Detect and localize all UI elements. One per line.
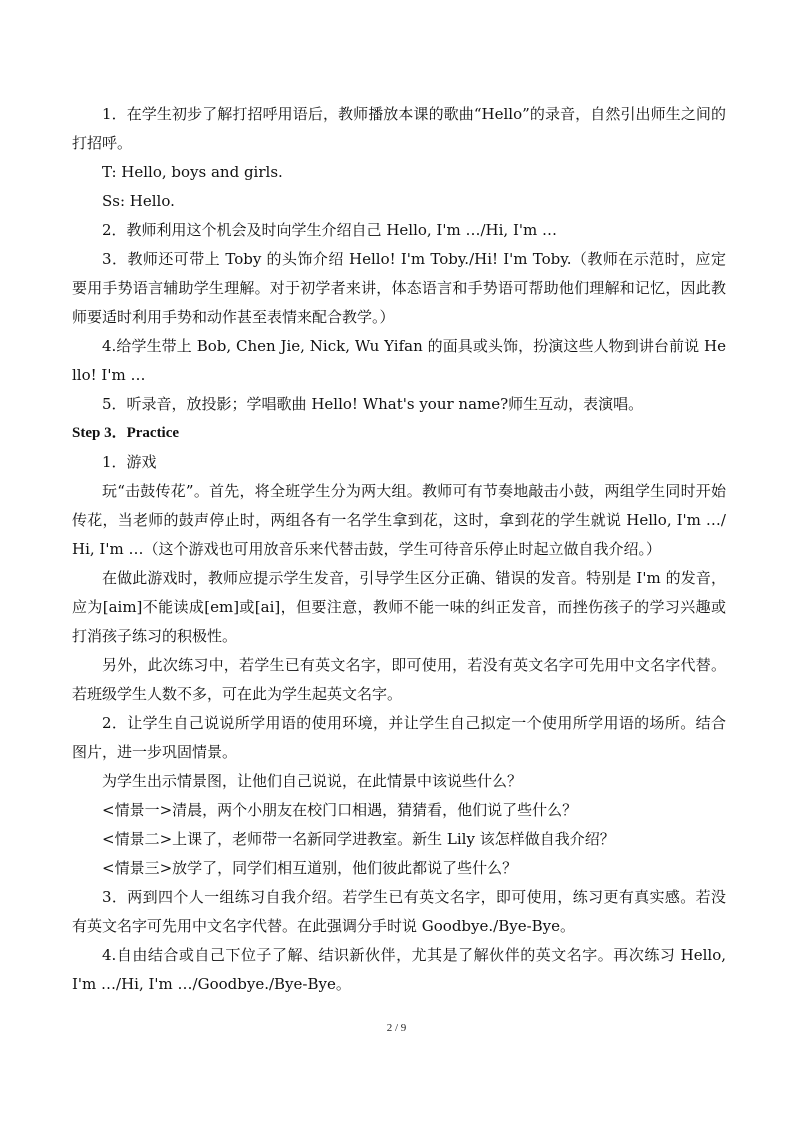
paragraph-9: 1．游戏 [102,453,157,471]
paragraph-17: <情景三>放学了，同学们相互道别，他们彼此都说了些什么？ [102,859,518,877]
paragraph-10: 玩“击鼓传花”。首先，将全班学生分为两大组。教师可有节奏地敲击小鼓，两组学生同时开始传花，当老师的鼓声停止时，两组各有一名学生拿到花，这时，拿到花的学生就说 Hello, I'm …/Hi, I'm …（这个游戏也可用放音乐来代替击鼓，学生可待音乐停止时起立做自我介绍。） [72,482,726,558]
paragraph-11: 在做此游戏时，教师应提示学生发音，引导学生区分正确、错误的发音。特别是 I'm 的发音，应为[aim]不能读成[em]或[ai]，但要注意，教师不能一味的纠正发音，而挫伤孩子的学习兴趣或打消孩子练习的积极性。 [72,569,726,645]
paragraph-1: 1．在学生初步了解打招呼用语后，教师播放本课的歌曲“Hello”的录音，自然引出师生之间的打招呼。 [72,105,726,152]
paragraph-5: 3．教师还可带上 Toby 的头饰介绍 Hello! I'm Toby./Hi! I'm Toby.（教师在示范时，应定要用手势语言辅助学生理解。对于初学者来讲，体态语言和手势语可帮助他们理解和记忆，因此教师要适时利用手势和动作甚至表情来配合教学。） [72,250,726,326]
paragraph-6: 4.给学生带上 Bob, Chen Jie, Nick, Wu Yifan 的面具或头饰，扮演这些人物到讲台前说 Hello! I'm … [72,337,726,384]
page-number: 2 / 9 [386,1022,407,1034]
paragraph-19: 4.自由结合或自己下位子了解、结识新伙伴，尤其是了解伙伴的英文名字。再次练习 Hello, I'm …/Hi, I'm …/Goodbye./Bye-Bye。 [72,946,726,993]
paragraph-7: 5．听录音，放投影；学唱歌曲 Hello! What's your name?师生互动，表演唱。 [102,395,644,413]
paragraph-14: 为学生出示情景图，让他们自己说说，在此情景中该说些什么？ [102,772,523,790]
paragraph-12: 另外，此次练习中，若学生已有英文名字，即可使用，若没有英文名字可先用中文名字代替。若班级学生人数不多，可在此为学生起英文名字。 [72,656,726,703]
paragraph-13: 2．让学生自己说说所学用语的使用环境，并让学生自己拟定一个使用所学用语的场所。结合图片，进一步巩固情景。 [72,714,726,761]
paragraph-18: 3．两到四个人一组练习自我介绍。若学生已有英文名字，即可使用，练习更有真实感。若没有英文名字可先用中文名字代替。在此强调分手时说 Goodbye./Bye-Bye。 [72,888,726,935]
paragraph-3: Ss: Hello. [102,192,175,210]
paragraph-4: 2．教师利用这个机会及时向学生介绍自己 Hello, I'm …/Hi, I'm … [102,221,557,239]
paragraph-2: T: Hello, boys and girls. [102,163,283,181]
paragraph-15: <情景一>清晨，两个小朋友在校门口相遇，猜猜看，他们说了些什么？ [102,801,578,819]
section-heading: Step 3．Practice [72,425,180,441]
paragraph-16: <情景二>上课了，老师带一名新同学进教室。新生 Lily 该怎样做自我介绍？ [102,830,615,848]
document-body [72,100,726,999]
